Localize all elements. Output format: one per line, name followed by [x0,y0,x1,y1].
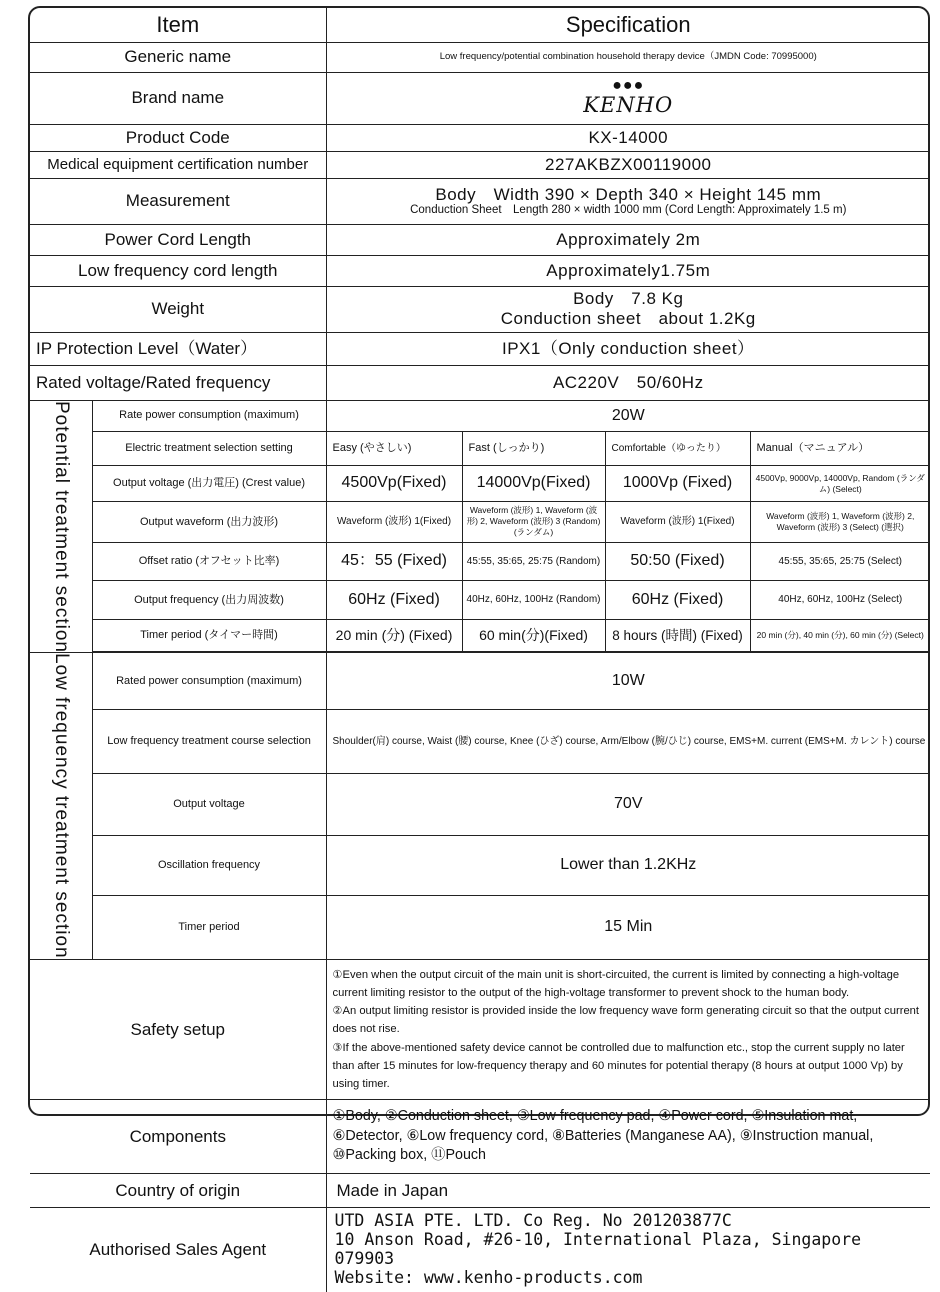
header-specification: Specification [326,8,930,42]
measurement-sheet: Conduction Sheet Length 280 × width 1000 mm (Cord Length: Approximately 1.5 m) [410,204,847,217]
measurement-body: Body Width 390 × Depth 340 × Height 145 mm [435,184,822,204]
certification-value: 227AKBZX00119000 [326,151,930,178]
offset-ratio-easy: 45：55 (Fixed) [326,542,462,580]
lf-voltage-value: 70V [326,773,930,835]
timer-period-manual: 20 min (分), 40 min (分), 60 min (分) (Select) [750,619,930,652]
low-freq-cord-value: Approximately1.75m [326,255,930,286]
safety-item-3: ③If the above-mentioned safety device cannot be controlled due to malfunction etc., stop the current supply no later than after 15 minutes for low-frequency therapy and 60 minutes for potential therapy (8 hours at output 1000 Vp) by using timer. [332,1041,905,1090]
rated-label: Rated voltage/Rated frequency [30,365,326,400]
components-label: Components [30,1100,326,1174]
lf-course-value: Shoulder(肩) course, Waist (腰) course, Knee (ひざ) course, Arm/Elbow (腕/ひじ) course, EMS+M. current (EMS+M. カレント) course [326,709,930,773]
lf-oscillation-label: Oscillation frequency [92,835,326,895]
low-frequency-section-label [30,653,92,960]
timer-period-easy: 20 min (分) (Fixed) [326,619,462,652]
weight-body: Body 7.8 Kg [573,289,684,309]
output-frequency-easy: 60Hz (Fixed) [326,581,462,619]
safety-item-1: ①Even when the output circuit of the main unit is short-circuited, the current is limited by connecting a high-voltage current limiting resistor to the output of the high-voltage transformer to prevent shock to the human body. [332,969,900,1000]
mode-easy: Easy (やさしい) [326,432,462,466]
timer-period-fast: 60 min(分)(Fixed) [462,619,605,652]
ip-value: IPX1（Only conduction sheet） [326,332,930,365]
timer-period-comfortable: 8 hours (時間) (Fixed) [605,619,750,652]
offset-ratio-label: Offset ratio (オフセット比率) [92,542,326,580]
lf-oscillation-value: Lower than 1.2KHz [326,835,930,895]
lf-voltage-label: Output voltage [92,773,326,835]
offset-ratio-manual: 45:55, 35:65, 25:75 (Select) [750,542,930,580]
lf-timer-label: Timer period [92,896,326,960]
brand-name-label: Brand name [30,72,326,124]
measurement-value [326,178,930,224]
origin-label: Country of origin [30,1174,326,1208]
potential-setting-label: Electric treatment selection setting [92,432,326,466]
output-waveform-manual: Waveform (波形) 1, Waveform (波形) 2, Waveform (波形) 3 (Select) (選択) [750,502,930,543]
lf-power-value: 10W [326,653,930,709]
power-cord-value: Approximately 2m [326,224,930,255]
output-voltage-fast: 14000Vp(Fixed) [462,465,605,501]
measurement-label: Measurement [30,178,326,224]
output-waveform-easy: Waveform (波形) 1(Fixed) [326,502,462,543]
generic-name-label: Generic name [30,42,326,72]
header-item: Item [30,8,326,42]
product-code-value: KX-14000 [326,124,930,151]
mode-manual: Manual（マニュアル） [750,432,930,466]
output-frequency-fast: 40Hz, 60Hz, 100Hz (Random) [462,581,605,619]
ip-label: IP Protection Level（Water） [30,332,326,365]
lf-timer-value: 15 Min [326,896,930,960]
timer-period-label: Timer period (タイマー時間) [92,619,326,652]
weight-value [326,286,930,332]
agent-company: UTD ASIA PTE. LTD. Co Reg. No 201203877C [334,1211,732,1231]
lf-power-label: Rated power consumption (maximum) [92,653,326,709]
potential-power-value: 20W [326,400,930,432]
certification-label: Medical equipment certification number [30,151,326,178]
mode-fast: Fast (しっかり) [462,432,605,466]
lf-course-label: Low frequency treatment course selection [92,709,326,773]
output-voltage-manual: 4500Vp, 9000Vp, 14000Vp, Random (ランダム) (Select) [750,465,930,501]
origin-value: Made in Japan [326,1174,930,1208]
output-frequency-label: Output frequency (出力周波数) [92,581,326,619]
safety-value [326,960,930,1100]
brand-logo [326,72,930,124]
potential-power-label: Rate power consumption (maximum) [92,400,326,432]
agent-label: Authorised Sales Agent [30,1208,326,1292]
components-value: ①Body, ②Conduction sheet, ③Low frequency pad, ④Power cord, ⑤Insulation mat, ⑥Detector, ⑥Low frequency cord, ⑧Batteries (Manganese AA), ⑨Instruction manual, ⑩Packing box, ⑪Pouch [326,1100,930,1174]
brand-logo-text: KENHO [583,93,674,118]
generic-name-value: Low frequency/potential combination household therapy device（JMDN Code: 70995000) [326,42,930,72]
low-frequency-section-text: Low frequency treatment section [51,653,73,960]
output-voltage-easy: 4500Vp(Fixed) [326,465,462,501]
output-voltage-label: Output voltage (出力電圧) (Crest value) [92,465,326,501]
spec-table-frame [28,6,930,1287]
rated-value: AC220V 50/60Hz [326,365,930,400]
output-frequency-manual: 40Hz, 60Hz, 100Hz (Select) [750,581,930,619]
safety-label: Safety setup [30,960,326,1100]
agent-value [326,1208,930,1292]
safety-item-2: ②An output limiting resistor is provided inside the low frequency wave form generating circuit so that the output current does not rise. [332,1005,919,1036]
agent-address: 10 Anson Road, #26-10, International Plaza, Singapore 079903 [334,1230,862,1268]
weight-sheet: Conduction sheet about 1.2Kg [500,309,756,328]
offset-ratio-fast: 45:55, 35:65, 25:75 (Random) [462,542,605,580]
product-code-label: Product Code [30,124,326,151]
power-cord-label: Power Cord Length [30,224,326,255]
output-voltage-comfortable: 1000Vp (Fixed) [605,465,750,501]
output-frequency-comfortable: 60Hz (Fixed) [605,581,750,619]
offset-ratio-comfortable: 50:50 (Fixed) [605,542,750,580]
potential-section-text: Potential treatment section [51,400,73,653]
mode-comfortable: Comfortable（ゆったり） [605,432,750,466]
output-waveform-comfortable: Waveform (波形) 1(Fixed) [605,502,750,543]
brand-logo-dots: ●●● [612,77,645,95]
low-freq-cord-label: Low frequency cord length [30,255,326,286]
potential-section-label [30,400,92,653]
spec-table [30,8,930,1292]
output-waveform-fast: Waveform (波形) 1, Waveform (波形) 2, Waveform (波形) 3 (Random) (ランダム) [462,502,605,543]
weight-label: Weight [30,286,326,332]
output-waveform-label: Output waveform (出力波形) [92,502,326,543]
agent-website: Website: www.kenho-products.com [334,1267,643,1287]
